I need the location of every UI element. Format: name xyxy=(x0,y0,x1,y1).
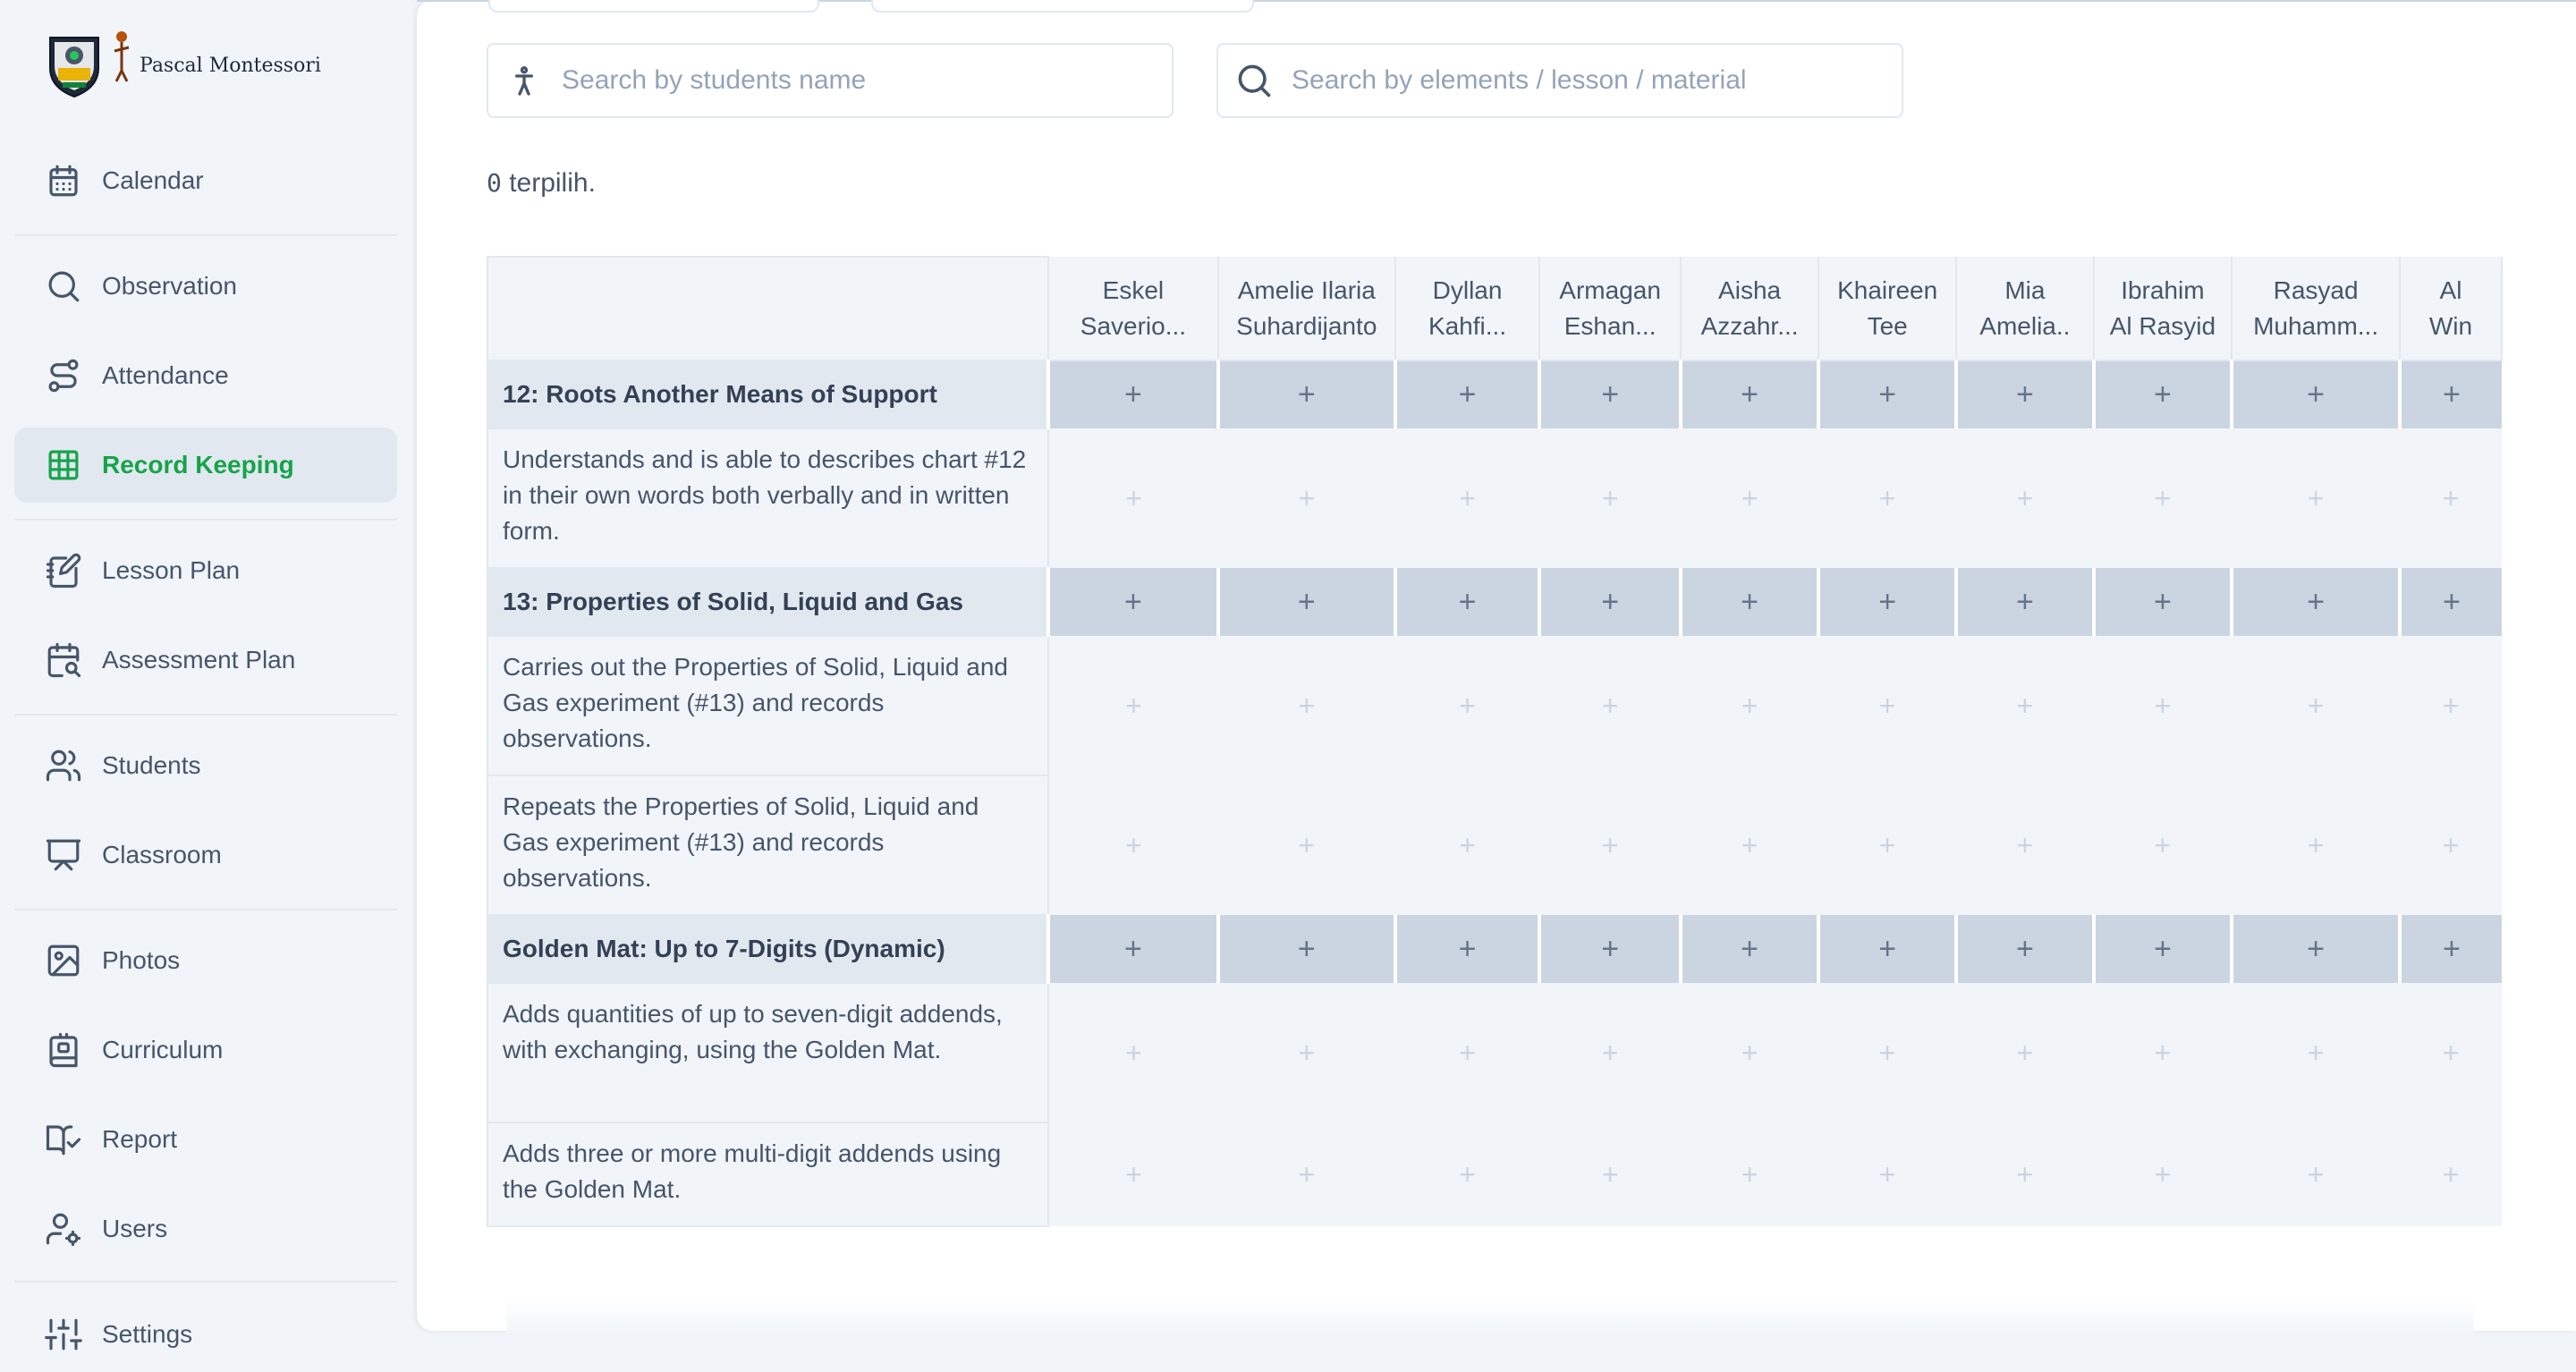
student-name-line-1: Dyllan xyxy=(1432,275,1503,304)
sidebar-divider xyxy=(14,714,397,716)
sidebar-item-label: Users xyxy=(102,1215,168,1242)
group-add-cell[interactable]: + xyxy=(1218,568,1395,636)
record-add-cell[interactable]: + xyxy=(1539,775,1681,915)
record-add-cell[interactable]: + xyxy=(1218,636,1395,775)
record-add-cell[interactable]: + xyxy=(2400,983,2502,1122)
group-row xyxy=(487,360,2502,428)
sidebar-divider xyxy=(14,234,397,236)
sidebar-item-label: Settings xyxy=(102,1320,193,1348)
school-logo[interactable] xyxy=(45,32,321,98)
record-add-cell[interactable]: + xyxy=(2232,1122,2400,1226)
student-name-line-2: Kahfi... xyxy=(1428,311,1507,340)
student-name-line-1: Al xyxy=(2439,275,2462,304)
person-standing-icon xyxy=(504,61,544,100)
sliders-icon xyxy=(45,1316,82,1353)
student-column-header[interactable] xyxy=(1539,257,1681,360)
student-name-line-2: Eshan... xyxy=(1563,311,1657,340)
sidebar-item-users[interactable] xyxy=(14,1191,397,1266)
notebook-pen-icon xyxy=(45,552,82,589)
student-name-line-2: Tee xyxy=(1867,311,1908,340)
group-add-cell[interactable]: + xyxy=(1539,360,1681,428)
group-add-cell[interactable]: + xyxy=(1395,568,1539,636)
student-name-line-1: Armagan xyxy=(1559,275,1661,304)
brand-name xyxy=(140,55,321,77)
student-name-line-1: Amelie Ilaria xyxy=(1237,275,1376,304)
group-add-cell[interactable]: + xyxy=(1681,360,1818,428)
student-column-header[interactable] xyxy=(1681,257,1818,360)
table-header-row xyxy=(487,257,2502,360)
group-add-cell[interactable]: + xyxy=(1818,915,1956,983)
group-add-cell[interactable]: + xyxy=(1395,360,1539,428)
group-add-cell[interactable]: + xyxy=(2232,568,2400,636)
calendar-search-icon xyxy=(45,641,82,679)
element-search-input[interactable] xyxy=(1292,65,1864,96)
student-name-line-1: Khaireen xyxy=(1837,275,1938,304)
users-icon xyxy=(45,747,82,784)
sidebar-item-calendar[interactable] xyxy=(14,143,397,218)
item-row xyxy=(487,636,2502,775)
record-add-cell[interactable]: + xyxy=(1681,636,1818,775)
book-lock-icon xyxy=(45,1031,82,1069)
sidebar-item-classroom[interactable] xyxy=(14,817,397,893)
filter-control-right[interactable] xyxy=(871,0,1254,13)
group-add-cell[interactable]: + xyxy=(2400,568,2502,636)
selection-count-number: 0 xyxy=(487,168,502,198)
sidebar-divider xyxy=(14,909,397,910)
sidebar-item-label: Attendance xyxy=(102,361,229,389)
group-add-cell[interactable]: + xyxy=(1395,915,1539,983)
item-row xyxy=(487,428,2502,568)
main-content xyxy=(417,0,2576,1331)
item-description: Repeats the Properties of Solid, Liquid and Gas experiment (#13) and records observations. xyxy=(487,775,1048,915)
group-title: 13: Properties of Solid, Liquid and Gas xyxy=(487,568,1048,636)
presentation-icon xyxy=(45,836,82,874)
record-add-cell[interactable]: + xyxy=(1818,775,1956,915)
record-add-cell[interactable]: + xyxy=(1539,636,1681,775)
record-add-cell[interactable]: + xyxy=(1956,1122,2093,1226)
record-add-cell[interactable]: + xyxy=(2094,983,2233,1122)
record-add-cell[interactable]: + xyxy=(1956,428,2093,568)
group-add-cell[interactable]: + xyxy=(1218,915,1395,983)
table-corner-cell xyxy=(487,257,1048,360)
student-name-line-1: Rasyad xyxy=(2273,275,2359,304)
record-add-cell[interactable]: + xyxy=(1956,775,2093,915)
record-add-cell[interactable]: + xyxy=(1956,983,2093,1122)
record-add-cell[interactable]: + xyxy=(1218,428,1395,568)
search-icon xyxy=(45,267,82,305)
student-column-header[interactable] xyxy=(1048,257,1217,360)
student-column-header[interactable] xyxy=(1395,257,1539,360)
group-add-cell[interactable]: + xyxy=(1956,915,2093,983)
record-add-cell[interactable]: + xyxy=(2232,428,2400,568)
record-add-cell[interactable]: + xyxy=(1395,1122,1539,1226)
sidebar-item-label: Assessment Plan xyxy=(102,646,296,673)
group-add-cell[interactable]: + xyxy=(2094,915,2233,983)
record-add-cell[interactable]: + xyxy=(1048,636,1217,775)
record-add-cell[interactable]: + xyxy=(1048,428,1217,568)
sidebar-item-label: Observation xyxy=(102,272,237,300)
route-icon xyxy=(45,357,82,394)
sidebar-item-students[interactable] xyxy=(14,728,397,803)
selection-count-suffix: terpilih. xyxy=(501,168,596,198)
item-row xyxy=(487,983,2502,1122)
brand-name-text: Pascal Montessori xyxy=(140,54,321,77)
record-add-cell[interactable]: + xyxy=(1681,428,1818,568)
sidebar-item-lesson-plan[interactable] xyxy=(14,533,397,608)
item-row xyxy=(487,1122,2502,1226)
record-add-cell[interactable]: + xyxy=(1539,428,1681,568)
record-add-cell[interactable]: + xyxy=(2400,1122,2502,1226)
group-add-cell[interactable]: + xyxy=(1539,915,1681,983)
record-add-cell[interactable]: + xyxy=(1681,983,1818,1122)
record-add-cell[interactable]: + xyxy=(1218,775,1395,915)
record-add-cell[interactable]: + xyxy=(2094,775,2233,915)
group-title: Golden Mat: Up to 7-Digits (Dynamic) xyxy=(487,915,1048,983)
sidebar-item-label: Photos xyxy=(102,946,181,974)
student-column-header[interactable] xyxy=(2400,257,2502,360)
record-add-cell[interactable]: + xyxy=(2094,428,2233,568)
group-add-cell[interactable]: + xyxy=(2094,360,2233,428)
student-name-line-2: Azzahr... xyxy=(1700,311,1799,340)
record-add-cell[interactable]: + xyxy=(1818,636,1956,775)
record-add-cell[interactable]: + xyxy=(1956,636,2093,775)
student-column-header[interactable] xyxy=(2094,257,2233,360)
record-add-cell[interactable]: + xyxy=(1048,775,1217,915)
record-add-cell[interactable]: + xyxy=(2400,775,2502,915)
group-add-cell[interactable]: + xyxy=(2400,915,2502,983)
student-name-line-2: Al Rasyid xyxy=(2109,311,2216,340)
book-check-icon xyxy=(45,1121,82,1158)
sidebar-item-assessment-plan[interactable] xyxy=(14,622,397,698)
group-add-cell[interactable]: + xyxy=(1818,360,1956,428)
student-search-box[interactable] xyxy=(487,43,1174,118)
group-add-cell[interactable]: + xyxy=(1539,568,1681,636)
record-add-cell[interactable]: + xyxy=(1395,428,1539,568)
group-title: 12: Roots Another Means of Support xyxy=(487,360,1048,428)
item-description: Adds quantities of up to seven-digit addends, with exchanging, using the Golden Mat. xyxy=(487,983,1048,1122)
sidebar-item-photos[interactable] xyxy=(14,923,397,998)
record-add-cell[interactable]: + xyxy=(1539,983,1681,1122)
record-add-cell[interactable]: + xyxy=(1818,428,1956,568)
sidebar-item-label: Classroom xyxy=(102,841,222,868)
group-add-cell[interactable]: + xyxy=(1048,915,1217,983)
student-name-line-2: Amelia.. xyxy=(1979,311,2071,340)
record-add-cell[interactable]: + xyxy=(1048,983,1217,1122)
grid-icon xyxy=(45,446,82,484)
group-add-cell[interactable]: + xyxy=(1818,568,1956,636)
student-name-line-2: Saverio... xyxy=(1080,311,1187,340)
record-add-cell[interactable]: + xyxy=(2400,428,2502,568)
record-table xyxy=(487,256,2503,1227)
group-add-cell[interactable]: + xyxy=(1048,568,1217,636)
image-icon xyxy=(45,942,82,979)
group-add-cell[interactable]: + xyxy=(1956,568,2093,636)
student-search-input[interactable] xyxy=(562,65,1134,96)
student-name-line-1: Eskel xyxy=(1102,275,1165,304)
sidebar-item-observation[interactable] xyxy=(14,249,397,324)
student-name-line-1: Aisha xyxy=(1718,275,1782,304)
sidebar-item-record-keeping[interactable] xyxy=(14,428,397,503)
sidebar-item-report[interactable] xyxy=(14,1102,397,1177)
user-cog-icon xyxy=(45,1210,82,1248)
record-add-cell[interactable]: + xyxy=(2232,983,2400,1122)
student-name-line-1: Mia xyxy=(2004,275,2046,304)
student-name-line-2: Muhamm... xyxy=(2253,311,2379,340)
sidebar-item-label: Calendar xyxy=(102,166,204,194)
item-description: Carries out the Properties of Solid, Liquid and Gas experiment (#13) and records observations. xyxy=(487,636,1048,775)
group-add-cell[interactable]: + xyxy=(2400,360,2502,428)
record-add-cell[interactable]: + xyxy=(1539,1122,1681,1226)
record-table-wrapper[interactable] xyxy=(487,256,2503,1227)
student-column-header[interactable] xyxy=(1818,257,1956,360)
figure-icon xyxy=(113,30,131,83)
student-name-line-1: Ibrahim xyxy=(2121,275,2205,304)
group-add-cell[interactable]: + xyxy=(2094,568,2233,636)
record-add-cell[interactable]: + xyxy=(1681,1122,1818,1226)
student-name-line-2: Suhardijanto xyxy=(1236,311,1377,340)
item-description: Understands and is able to describes chart #12 in their own words both verbally and in written form. xyxy=(487,428,1048,568)
record-add-cell[interactable]: + xyxy=(2232,775,2400,915)
group-row xyxy=(487,915,2502,983)
record-add-cell[interactable]: + xyxy=(1395,775,1539,915)
record-add-cell[interactable]: + xyxy=(1818,983,1956,1122)
group-add-cell[interactable]: + xyxy=(1681,568,1818,636)
sidebar-divider xyxy=(14,1281,397,1283)
group-add-cell[interactable]: + xyxy=(1218,360,1395,428)
group-add-cell[interactable]: + xyxy=(2232,915,2400,983)
sidebar-item-settings[interactable] xyxy=(14,1297,397,1372)
sidebar-item-label: Curriculum xyxy=(102,1036,224,1063)
record-add-cell[interactable]: + xyxy=(2400,636,2502,775)
student-column-header[interactable] xyxy=(2232,257,2400,360)
record-add-cell[interactable]: + xyxy=(2232,636,2400,775)
search-icon xyxy=(1234,61,1274,100)
record-add-cell[interactable]: + xyxy=(2094,1122,2233,1226)
calendar-icon xyxy=(45,162,82,199)
record-add-cell[interactable]: + xyxy=(1395,983,1539,1122)
element-search-box[interactable] xyxy=(1216,43,1903,118)
sidebar-item-label: Students xyxy=(102,751,201,779)
record-add-cell[interactable]: + xyxy=(1218,983,1395,1122)
sidebar-item-label: Report xyxy=(102,1125,178,1153)
record-add-cell[interactable]: + xyxy=(1218,1122,1395,1226)
record-add-cell[interactable]: + xyxy=(1395,636,1539,775)
student-name-line-2: Win xyxy=(2428,311,2473,340)
record-add-cell[interactable]: + xyxy=(2094,636,2233,775)
sidebar xyxy=(0,0,413,1348)
scroll-shadow xyxy=(506,1299,2474,1334)
record-add-cell[interactable]: + xyxy=(1681,775,1818,915)
sidebar-item-label: Record Keeping xyxy=(102,451,294,479)
item-description: Adds three or more multi-digit addends using the Golden Mat. xyxy=(487,1122,1048,1226)
group-add-cell[interactable]: + xyxy=(1681,915,1818,983)
item-row xyxy=(487,775,2502,915)
sidebar-divider xyxy=(14,519,397,521)
group-add-cell[interactable]: + xyxy=(1956,360,2093,428)
record-add-cell[interactable]: + xyxy=(1048,1122,1217,1226)
group-add-cell[interactable]: + xyxy=(1048,360,1217,428)
selection-count xyxy=(487,168,596,199)
filter-control-left[interactable] xyxy=(488,0,819,13)
sidebar-item-label: Lesson Plan xyxy=(102,556,241,584)
sidebar-item-curriculum[interactable] xyxy=(14,1012,397,1088)
sidebar-item-attendance[interactable] xyxy=(14,338,397,413)
student-column-header[interactable] xyxy=(1956,257,2093,360)
student-column-header[interactable] xyxy=(1218,257,1395,360)
school-crest-icon xyxy=(45,32,104,98)
record-add-cell[interactable]: + xyxy=(1818,1122,1956,1226)
group-row xyxy=(487,568,2502,636)
group-add-cell[interactable]: + xyxy=(2232,360,2400,428)
